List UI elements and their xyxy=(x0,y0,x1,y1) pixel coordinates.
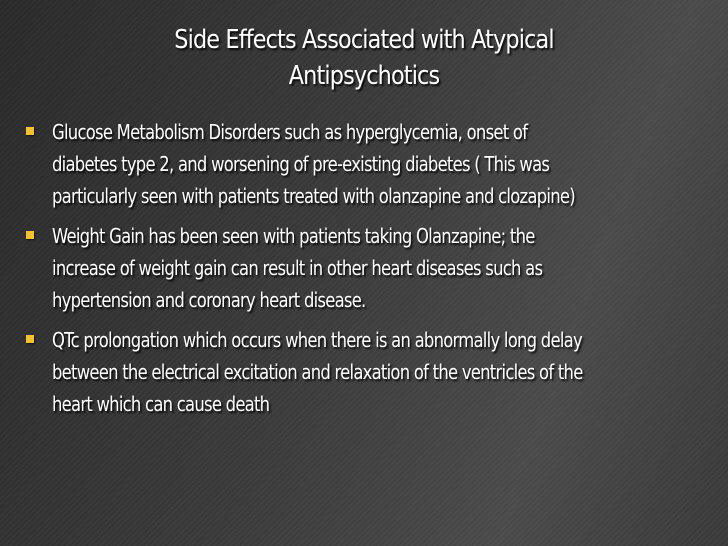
bullet-line: increase of weight gain can result in other heart diseases such as xyxy=(52,256,543,280)
bullet-list xyxy=(22,116,722,428)
title-line: Antipsychotics xyxy=(288,61,440,91)
bullet-line: particularly seen with patients treated with olanzapine and clozapine) xyxy=(52,184,575,208)
bullet-text xyxy=(52,116,675,212)
bullet-line: hypertension and coronary heart disease. xyxy=(52,288,366,312)
square-bullet-icon xyxy=(26,335,34,343)
square-bullet-icon xyxy=(26,231,34,239)
slide-title xyxy=(103,22,626,94)
bullet-line: between the electrical excitation and relaxation of the ventricles of the xyxy=(52,360,583,384)
bullet-line: QTc prolongation which occurs when there is an abnormally long delay xyxy=(52,328,582,352)
title-line: Side Effects Associated with Atypical xyxy=(174,25,554,55)
square-bullet-icon xyxy=(26,127,34,135)
bullet-line: Glucose Metabolism Disorders such as hyperglycemia, onset of xyxy=(52,120,528,144)
bullet-line: diabetes type 2, and worsening of pre-existing diabetes ( This was xyxy=(52,152,550,176)
bullet-item-weight-gain xyxy=(22,220,722,316)
bullet-line: Weight Gain has been seen with patients taking Olanzapine; the xyxy=(52,224,535,248)
bullet-text xyxy=(52,324,675,420)
bullet-text xyxy=(52,220,675,316)
bullet-item-qtc xyxy=(22,324,722,420)
bullet-line: heart which can cause death xyxy=(52,392,270,416)
bullet-item-glucose xyxy=(22,116,722,212)
